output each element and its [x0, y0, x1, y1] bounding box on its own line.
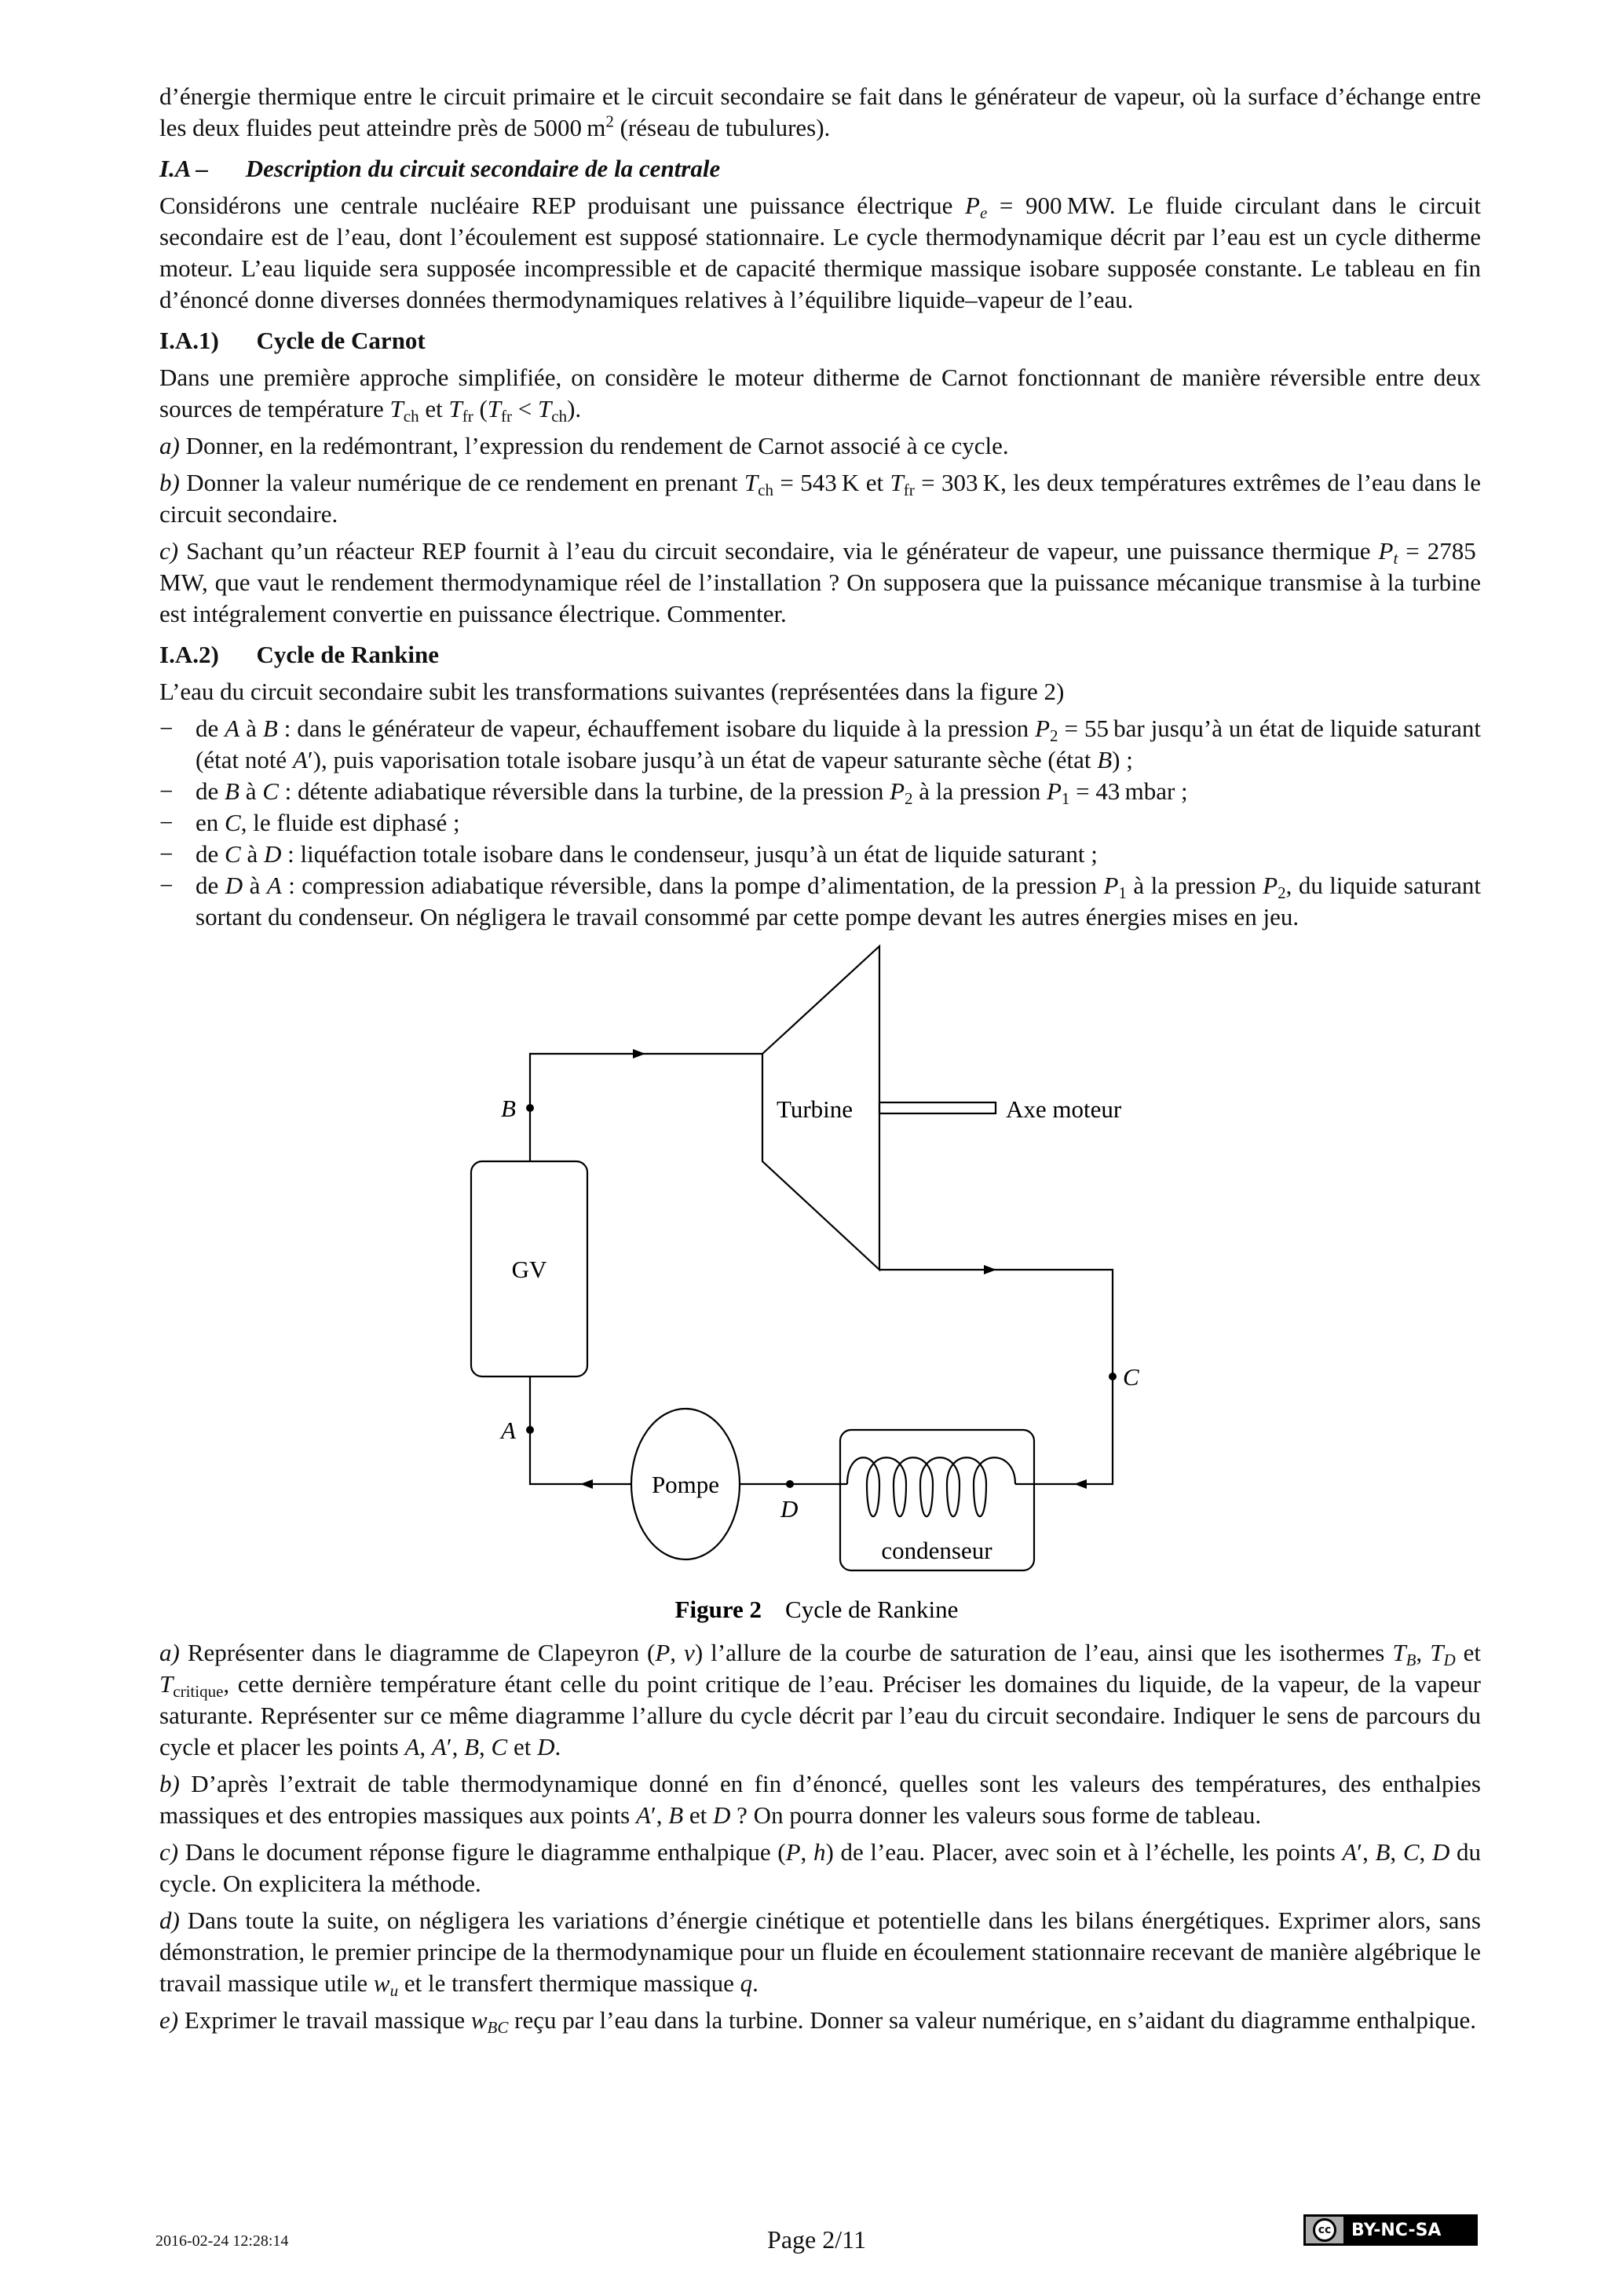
question-IA2-d: d) Dans toute la suite, on négligera les variations d’énergie cinétique et potentielle dans les bilans énergétiques. Exprimer alors, sans démonstration, le premier principe de la thermodynamique pour un fluide en écoulement stationnaire recevant de manière algébrique le travail massique utile $w_u$ et le transfert thermique massique q. — [159, 1907, 1481, 2000]
point-D-dot — [786, 1480, 794, 1488]
question-IA1-c: c) Sachant qu’un réacteur REP fournit à l’eau du circuit secondaire, via le générateur de vapeur, une puissance thermique $P_t = 2785$ MW, que vaut le rendement thermodynamique réel de l’installation ? On supposera que la puissance mécanique transmise à la turbine est intégralement convertie en puissance électrique. Commenter. — [159, 537, 1481, 627]
label-C: C — [1123, 1363, 1139, 1391]
flow-arrow-icon — [984, 1265, 996, 1274]
rankine-cycle-diagram — [440, 938, 1193, 1629]
transformation-list — [159, 713, 1481, 933]
page-footer — [155, 2214, 1478, 2254]
condenseur-coil — [847, 1457, 1015, 1516]
list-item: − de A à B : dans le générateur de vapeur, échauffement isobare du liquide à la pression $P_2 = 55$ bar jusqu’à un état de liquide saturant (état noté A′), puis vaporisation totale isobare jusqu’à un état de vapeur saturante sèche (état B) ; — [159, 713, 1481, 776]
section-IA-heading — [159, 153, 1481, 185]
point-B-dot — [526, 1104, 534, 1112]
pipe-gv-to-pompe — [530, 1377, 631, 1484]
label-D: D — [780, 1495, 799, 1523]
section-number: I.A.2) — [159, 641, 219, 668]
label-axe-moteur: Axe moteur — [1006, 1095, 1122, 1123]
question-IA2-c: c) Dans le document réponse figure le diagramme enthalpique (P, h) de l’eau. Placer, avec soin et à l’échelle, les points A′, B, C, D du cycle. On explicitera la méthode. — [159, 1838, 1482, 1897]
label-A: A — [501, 1417, 516, 1444]
list-item: − de D à A : compression adiabatique réversible, dans la pompe d’alimentation, de la pression $P_1$ à la pression $P_2$, du liquide saturant sortant du condenseur. On négligera le travail consommé par cette pompe devant les autres énergies mises en jeu. — [159, 870, 1481, 933]
cc-icon: cc — [1313, 2218, 1336, 2242]
question-IA2-b: b) D’après l’extrait de table thermodynamique donné en fin d’énoncé, quelles sont les valeurs des températures, des enthalpies massiques et des entropies massiques aux points A′, B et D ? On pourra donner les valeurs sous forme de tableau. — [159, 1770, 1481, 1829]
section-title: Description du circuit secondaire de la centrale — [245, 155, 721, 182]
section-title: Cycle de Carnot — [256, 327, 426, 354]
pipe-gv-to-turbine — [530, 1054, 762, 1161]
flow-arrow-icon — [1074, 1479, 1087, 1489]
point-A-dot — [526, 1426, 534, 1434]
list-item: − de B à C : détente adiabatique réversible dans la turbine, de la pression $P_2$ à la pression $P_1 = 43$ mbar ; — [159, 776, 1481, 807]
point-C-dot — [1109, 1373, 1117, 1380]
question-IA2-a: a) Représenter dans le diagramme de Clapeyron (P, v) l’allure de la courbe de saturation de l’eau, ainsi que les isothermes $T_B$, $T_D$ et $T_{critique}$, cette dernière température étant celle du point critique de l’eau. Préciser les domaines du liquide, de la vapeur, de la vapeur saturante. Représenter sur ce même diagramme l’allure du cycle décrit par l’eau du circuit secondaire. Indiquer le sens de parcours du cycle et placer les points A, A′, B, C et D. — [159, 1639, 1482, 1760]
footer-timestamp: 2016-02-24 12:28:14 — [155, 2232, 289, 2250]
intro-paragraph: d’énergie thermique entre le circuit primaire et le circuit secondaire se fait dans le générateur de vapeur, où la surface d’échange entre les deux fluides peut atteindre près de 5000 $m^2$ (réseau de tubulures). — [159, 82, 1481, 141]
section-IA1-heading — [159, 325, 1481, 356]
footer-page-number: Page 2/11 — [767, 2225, 866, 2254]
pipe-turbine-to-condenser — [879, 1270, 1113, 1484]
page-content — [159, 81, 1481, 2042]
label-turbine: Turbine — [777, 1095, 854, 1123]
label-gv: GV — [511, 1256, 547, 1283]
question-IA1-a: a) Donner, en la redémontrant, l’expression du rendement de Carnot associé à ce cycle. — [159, 432, 1009, 459]
section-IA2-heading — [159, 639, 1481, 671]
question-IA1-b: b) Donner la valeur numérique de ce rendement en prenant $T_{ch} = 543$ K et $T_{fr} = 303$ K, les deux températures extrêmes de l’eau dans le circuit secondaire. — [159, 469, 1481, 528]
section-IA2-text: L’eau du circuit secondaire subit les transformations suivantes (représentées dans la figure 2) — [159, 678, 1065, 705]
license-badge — [1303, 2214, 1478, 2246]
label-condenseur: condenseur — [881, 1537, 992, 1564]
list-item: − de C à D : liquéfaction totale isobare dans le condenseur, jusqu’à un état de liquide saturant ; — [159, 839, 1481, 870]
label-pompe: Pompe — [651, 1471, 720, 1498]
label-B: B — [501, 1095, 516, 1122]
axe-moteur-shaft — [879, 1102, 996, 1113]
section-number: I.A.1) — [159, 327, 219, 354]
question-IA2-e: e) Exprimer le travail massique $w_{BC}$ reçu par l’eau dans la turbine. Donner sa valeur numérique, en s’aidant du diagramme enthalpique. — [159, 2006, 1477, 2037]
section-IA1-text: Dans une première approche simplifiée, on considère le moteur ditherme de Carnot fonctionnant de manière réversible entre deux sources de température $T_{ch}$ et $T_{fr}$ $(T_{fr} < T_{ch})$. — [159, 364, 1481, 426]
section-title: Cycle de Rankine — [256, 641, 440, 668]
flow-arrow-icon — [580, 1479, 593, 1489]
list-item: − en C, le fluide est diphasé ; — [159, 807, 1481, 839]
section-IA-text: Considérons une centrale nucléaire REP produisant une puissance électrique $P_e = 900$ MW. Le fluide circulant dans le circuit secondaire est de l’eau, dont l’écoulement est supposé stationnaire. Le cycle thermodynamique décrit par l’eau est un cycle ditherme moteur. L’eau liquide sera supposée incompressible et de capacité thermique massique isobare supposée constante. Le tableau en fin d’énoncé donne diverses données thermodynamiques relatives à l’équilibre liquide–vapeur de l’eau. — [159, 192, 1481, 313]
license-text: BY-NC-SA — [1351, 2220, 1442, 2240]
figure-caption: Figure 2 Cycle de Rankine — [674, 1596, 959, 1623]
section-number: I.A – — [159, 155, 209, 182]
flow-arrow-icon — [633, 1049, 645, 1058]
